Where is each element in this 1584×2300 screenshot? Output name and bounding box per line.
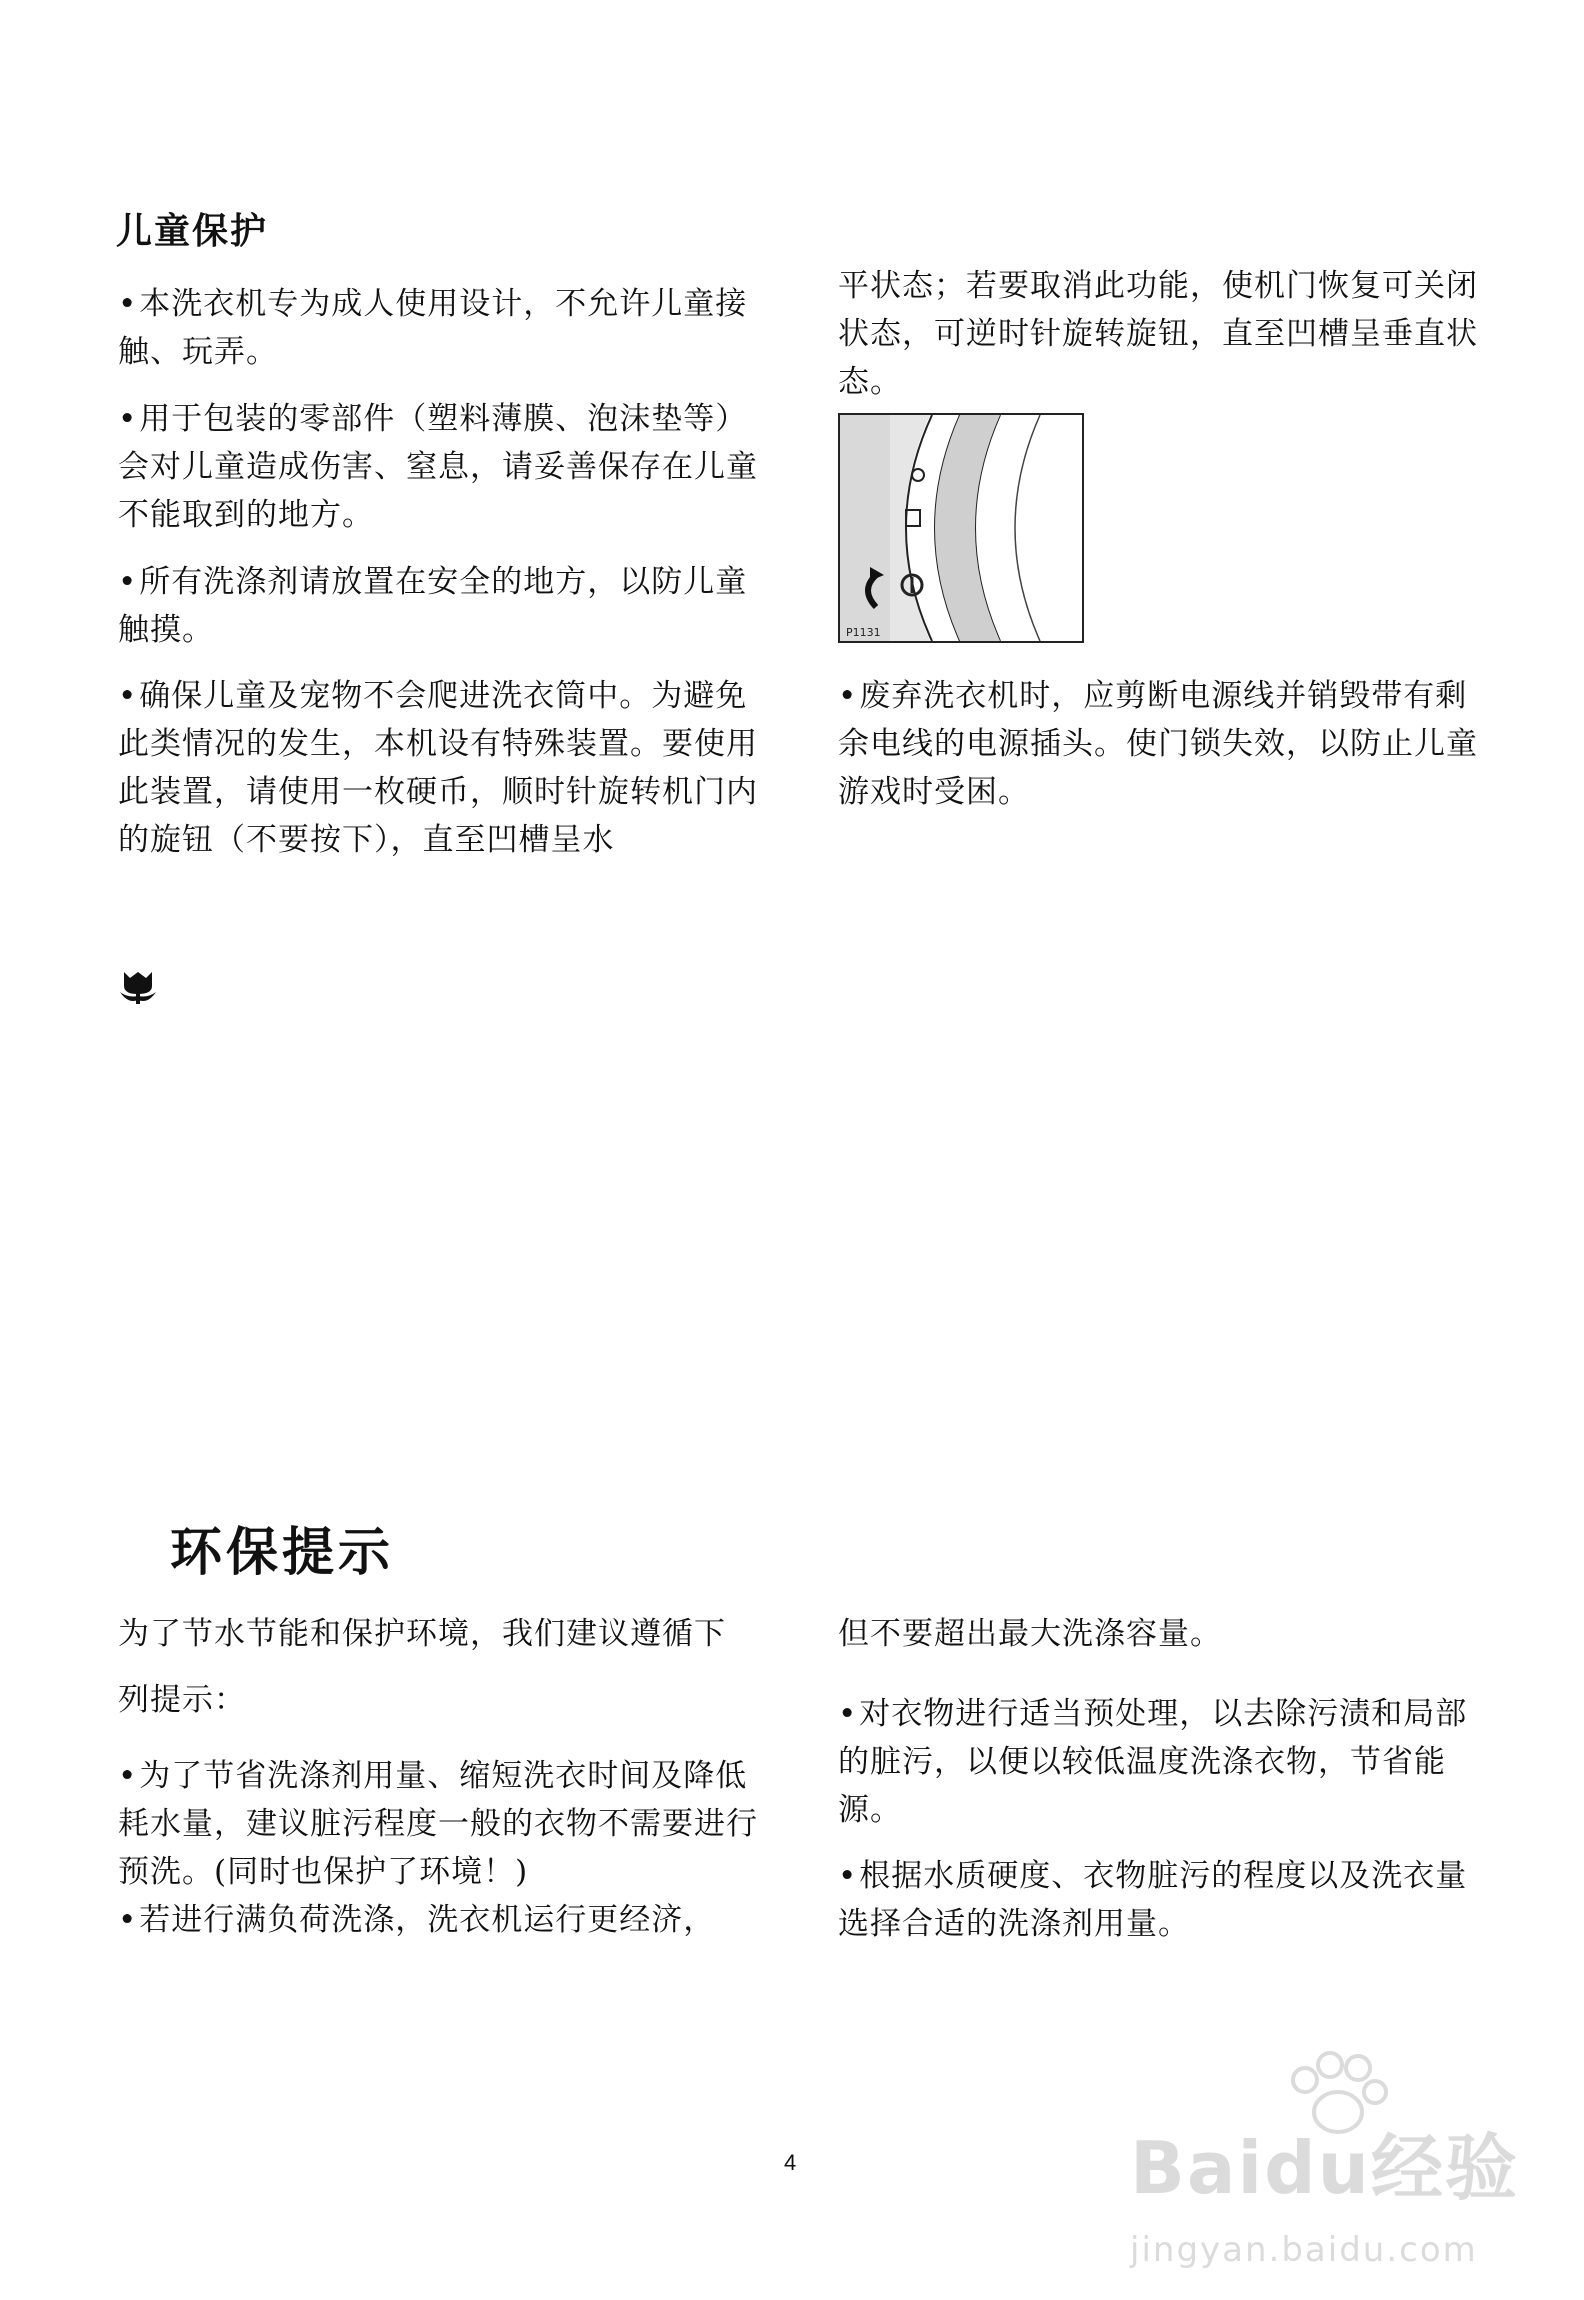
bullet-mark: • — [838, 1696, 858, 1732]
bullet-mark: • — [118, 1758, 138, 1794]
child-protection-heading: 儿童保护 — [116, 211, 269, 252]
eco-right-bullet-1 — [838, 1690, 1478, 1834]
eco-intro-line-1: 为了节水节能和保护环境，我们建议遵循下 — [118, 1616, 726, 1652]
child-bullet-1 — [118, 280, 758, 376]
eco-left-bullet-1 — [118, 1752, 758, 1896]
bullet-mark: • — [838, 678, 858, 714]
child-right-bullet-text: 废弃洗衣机时，应剪断电源线并销毁带有剩余电线的电源插头。使门锁失效，以防止儿童游戏时受困。 — [838, 678, 1478, 810]
bullet-mark: • — [118, 678, 138, 714]
eco-left-bullet-2-text: 若进行满负荷洗涤，洗衣机运行更经济， — [139, 1902, 716, 1938]
eco-right-bullet-1-text: 对衣物进行适当预处理，以去除污渍和局部的脏污，以便以较低温度洗涤衣物，节省能源。 — [838, 1696, 1468, 1828]
child-bullet-2-text: 用于包装的零部件（塑料薄膜、泡沫垫等）会对儿童造成伤害、窒息，请妥善保存在儿童不能取到的地方。 — [118, 401, 758, 533]
child-bullet-3-text: 所有洗涤剂请放置在安全的地方，以防儿童触摸。 — [118, 564, 748, 648]
eco-right-bullet-2-text: 根据水质硬度、衣物脏污的程度以及洗衣量选择合适的洗涤剂用量。 — [838, 1858, 1468, 1942]
eco-right-bullet-2 — [838, 1852, 1478, 1948]
child-bullet-4 — [118, 672, 758, 864]
watermark-url: jingyan.baidu.com — [1130, 2230, 1478, 2270]
baidu-watermark — [1120, 2050, 1520, 2290]
child-right-continuation: 平状态；若要取消此功能，使机门恢复可关闭状态，可逆时针旋转旋钮，直至凹槽呈垂直状态。 — [838, 268, 1478, 400]
eco-right-continuation: 但不要超出最大洗涤容量。 — [838, 1616, 1222, 1652]
page-number: 4 — [784, 2150, 797, 2175]
eco-tips-heading: 环保提示 — [170, 1523, 395, 1583]
child-bullet-2 — [118, 395, 758, 539]
eco-flower-icon — [118, 970, 158, 1006]
washer-door-illustration — [840, 415, 1082, 641]
child-bullet-1-text: 本洗衣机专为成人使用设计，不允许儿童接触、玩弄。 — [118, 286, 748, 370]
eco-left-bullet-1-text: 为了节省洗涤剂用量、缩短洗衣时间及降低耗水量，建议脏污程度一般的衣物不需要进行预洗。(同时也保护了环境！) — [118, 1758, 758, 1890]
eco-left-bullet-2 — [118, 1896, 778, 1944]
child-right-bullet — [838, 672, 1478, 816]
figure-label: P1131 — [846, 626, 881, 639]
bullet-mark: • — [118, 286, 138, 322]
bullet-mark: • — [118, 401, 138, 437]
bullet-mark: • — [838, 1858, 858, 1894]
child-bullet-3 — [118, 558, 758, 654]
watermark-brand: Baidu经验 — [1130, 2126, 1519, 2210]
eco-intro-line-2: 列提示： — [118, 1682, 246, 1718]
child-bullet-4-text: 确保儿童及宠物不会爬进洗衣筒中。为避免此类情况的发生，本机设有特殊装置。要使用此装置，请使用一枚硬币，顺时针旋转机门内的旋钮（不要按下），直至凹槽呈水 — [118, 678, 758, 858]
door-knob-figure — [838, 413, 1084, 643]
bullet-mark: • — [118, 564, 138, 600]
bullet-mark: • — [118, 1902, 138, 1938]
